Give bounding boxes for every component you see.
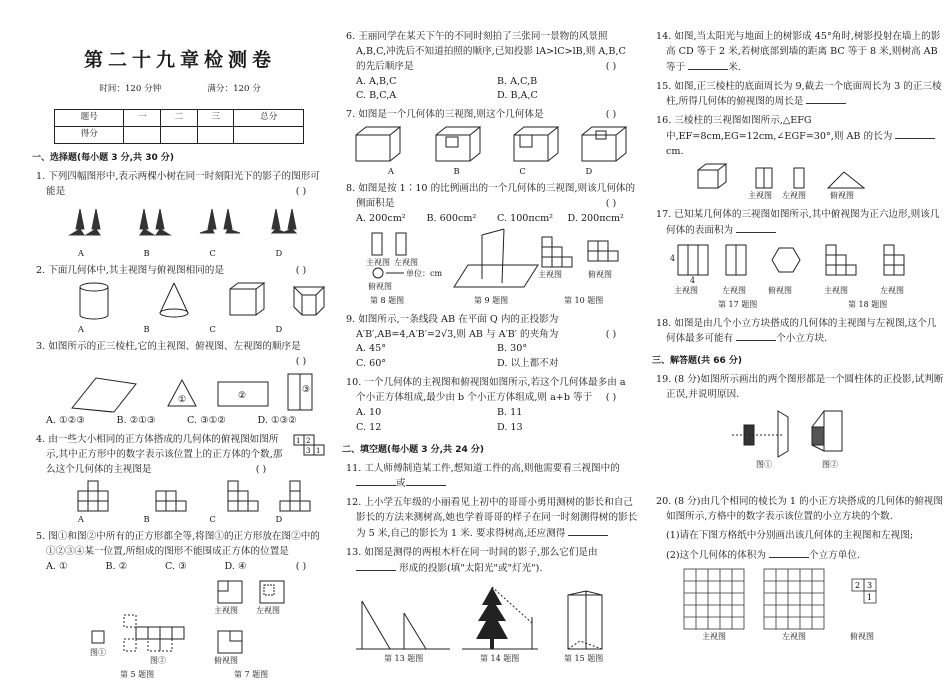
section-choice: 一、选择题(每小题 3 分,共 30 分) [32, 152, 174, 163]
q19-figure-wrap [652, 403, 944, 473]
q9-options-row1 [342, 342, 638, 357]
q3-option[interactable]: C. ③①② [187, 415, 226, 427]
answer-paren[interactable]: ( ) [605, 392, 617, 404]
question-15 [652, 80, 944, 111]
q19-fig2-label: 图② [822, 459, 838, 469]
q7-option[interactable]: C [519, 166, 526, 177]
q20-part2-tail: 个立方单位. [809, 549, 861, 561]
q4-option[interactable]: B [143, 514, 150, 525]
q7-caption: 第 7 题图 [234, 670, 269, 680]
question-11 [342, 462, 638, 493]
q19-text: 19. (8 分)如图所示画出的两个图形都是一个圆柱体的正投影,试判断正误,并说明原因. [656, 374, 944, 401]
question-13 [342, 546, 638, 577]
q14-text: 14. 如图,当太阳光与地面上的树影成 45°角时,树影投射在墙上的影高 CD 等于 2 米,若树底部到墙的距离 BC 等于 8 米,则树高 AB 等于 [656, 31, 941, 73]
q11-tail: 或 [396, 478, 406, 490]
q4-option[interactable]: C [209, 514, 216, 525]
q4-grid-num: 2 [306, 436, 311, 445]
q17-dim-w: 4 [690, 275, 696, 285]
question-9 [342, 313, 638, 343]
q16-tail: cm. [666, 146, 684, 158]
q5-option[interactable]: A. ① [46, 561, 68, 573]
q11-blank[interactable] [356, 476, 396, 486]
q17-dim-h: 4 [670, 253, 676, 263]
q4-option[interactable]: D [275, 514, 283, 525]
q4-grid [292, 433, 328, 459]
q1-figure [32, 199, 328, 247]
score-head-cell: 题号 [55, 109, 124, 126]
q3-mark: ① [178, 395, 187, 406]
q13-blank[interactable] [356, 561, 396, 571]
answer-paren[interactable]: ( ) [295, 265, 307, 277]
answer-paren[interactable]: ( ) [295, 185, 307, 197]
q8-left-view-label: 左视图 [394, 257, 418, 267]
q17-top-view-label: 俯视图 [768, 285, 792, 295]
q8-option[interactable]: C. 100πcm² [497, 212, 554, 224]
question-7 [342, 108, 638, 123]
question-16 [652, 114, 944, 160]
answer-paren[interactable]: ( ) [605, 60, 617, 72]
q13-tail: 形成的投影(填"太阳光"或"灯光"). [399, 562, 543, 574]
q7-main-view-label: 主视图 [214, 606, 238, 616]
question-3 [32, 340, 328, 368]
left-column [32, 0, 328, 680]
q4-grid-num: 1 [296, 436, 301, 445]
q6-options-row2 [342, 89, 638, 104]
q17-main-view-label: 主视图 [674, 285, 698, 295]
q7-option[interactable]: B [453, 166, 460, 177]
q5-fig2-label: 图② [150, 656, 166, 666]
q7-option[interactable]: A [387, 166, 394, 177]
q15-caption: 第 15 题图 [564, 653, 604, 663]
section-fill: 二、填空题(每小题 3 分,共 24 分) [342, 444, 484, 455]
q17-caption: 第 17 题图 [718, 299, 758, 309]
q2-figure [32, 279, 328, 323]
q4-grid-num: 3 [306, 446, 311, 455]
q12-text: 12. 上小学五年级的小丽看见上初中的哥哥小勇用测树的影长和自己影长的方法来测树高,她也学着哥哥的样子在同一时刻测得树的影长为 5 米,自己的影长为 1 米. 要求得树高,还应测得 [346, 497, 638, 539]
q18-text: 18. 如图是由几个小立方块搭成的几何体的主视图与左视图,这个几何体最多可能有 [656, 317, 937, 345]
q17-text: 17. 已知某几何体的三视图如图所示,其中俯视图为正六边形,则该几何体的表面积为 [656, 208, 940, 236]
q16-text: 16. 三棱柱的三视图如图所示,△EFG 中,EF=8cm,EG=12cm,∠EGF=30°,则 AB 的长为 [656, 115, 893, 143]
q20-grid-num: 2 [855, 581, 861, 591]
q16-main-view-label: 主视图 [748, 190, 772, 200]
q10-top-view-label: 俯视图 [588, 269, 612, 279]
q18-left-view-label: 左视图 [880, 285, 904, 295]
score-cell[interactable] [124, 126, 161, 143]
q3-option[interactable]: A. ①②③ [46, 415, 85, 427]
q7-top-view-label: 俯视图 [214, 656, 238, 666]
q20-part2 [652, 548, 944, 564]
q16-figure-wrap [652, 160, 944, 204]
q3-figure [32, 370, 328, 414]
q17-left-view-label: 左视图 [722, 285, 746, 295]
q1-option[interactable]: D [275, 248, 283, 259]
q20-main-view-label: 主视图 [702, 632, 726, 642]
q1-option[interactable]: C [209, 248, 216, 259]
exam-meta [32, 83, 328, 96]
q14-blank[interactable] [688, 60, 728, 70]
q20-part1: (1)请在下图方格纸中分别画出该几何体的主视图和左视图; [666, 529, 914, 541]
question-14 [652, 30, 944, 76]
q8-option[interactable]: B. 600cm² [426, 212, 477, 224]
q18-main-view-label: 主视图 [824, 285, 848, 295]
score-table-row [55, 126, 304, 143]
q2-option[interactable]: C [209, 324, 216, 335]
q20-grid-num: 1 [867, 593, 873, 603]
q2-option[interactable]: D [275, 324, 283, 335]
q19-figure [652, 403, 944, 473]
q5-caption: 第 5 题图 [120, 670, 155, 680]
question-1 [32, 170, 328, 200]
q17-q18-figures [652, 239, 944, 313]
q7-text: 7. 如图是一个几何体的三视图,则这个几何体是 [346, 109, 544, 121]
q8-caption: 第 8 题图 [370, 295, 405, 305]
exam-total: 满分：120 分 [207, 84, 261, 95]
q1-option[interactable]: B [143, 248, 150, 259]
q9-option[interactable]: A. 45° [356, 343, 387, 355]
q5-option[interactable]: D. ④ [224, 561, 247, 573]
q16-left-view-label: 左视图 [782, 190, 806, 200]
q5-options [32, 560, 284, 575]
question-19 [652, 373, 944, 403]
q10-option[interactable]: D. 13 [497, 421, 523, 433]
q5-fig1-label: 图① [90, 648, 106, 658]
question-8 [342, 182, 638, 212]
q3-option[interactable]: D. ①③② [257, 415, 297, 427]
q20-part2-text: (2)这个几何体的体积为 [666, 549, 766, 561]
score-table-header [55, 109, 304, 126]
answer-paren[interactable]: ( ) [605, 109, 617, 121]
q16-blank[interactable] [895, 129, 935, 139]
question-6 [342, 30, 638, 75]
question-17 [652, 208, 944, 239]
q8-option[interactable]: A. 200cm² [356, 212, 406, 224]
answer-paren[interactable]: ( ) [255, 463, 267, 475]
q4-figure [32, 477, 328, 513]
q14-caption: 第 14 题图 [480, 653, 520, 663]
q8-main-view-label: 主视图 [366, 257, 390, 267]
q10-option[interactable]: C. 12 [356, 421, 382, 433]
question-20 [652, 495, 944, 525]
answer-paren[interactable]: ( ) [605, 198, 617, 210]
q11-text: 11. 工人师傅制造某工件,想知道工件的高,则他需要看三视图中的 [346, 462, 620, 474]
q5-figure [32, 575, 328, 681]
question-2 [32, 264, 328, 279]
page-title: 第二十九章检测卷 [83, 49, 276, 71]
q13-q15-figures [342, 577, 638, 667]
q2-option[interactable]: A [77, 324, 84, 335]
q18-blank[interactable] [736, 331, 776, 341]
q3-option[interactable]: B. ②①③ [116, 415, 156, 427]
q6-option[interactable]: D. B,A,C [497, 90, 538, 102]
answer-paren[interactable]: ( ) [605, 328, 617, 340]
q7-options [342, 165, 638, 178]
right-column [652, 0, 944, 666]
q7-option[interactable]: D [585, 166, 593, 177]
score-head-cell: 总分 [234, 109, 304, 126]
middle-column [342, 0, 638, 666]
q4-option[interactable]: A [77, 514, 84, 525]
score-table [54, 109, 304, 144]
q9-option[interactable]: C. 60° [356, 358, 387, 370]
q2-text: 2. 下面几何体中,其主视图与俯视图相同的是 [36, 265, 224, 277]
q8-option[interactable]: D. 200πcm² [567, 212, 624, 224]
q20-grid-num: 3 [867, 581, 873, 591]
q6-option[interactable]: A. A,B,C [356, 75, 397, 87]
q10-option[interactable]: B. 11 [497, 406, 523, 418]
q10-option[interactable]: A. 10 [356, 406, 382, 418]
q3-options [32, 414, 328, 429]
q9-caption: 第 9 题图 [474, 295, 509, 305]
question-4 [32, 433, 328, 478]
q10-main-view-label: 主视图 [538, 269, 562, 279]
q7-figure [342, 123, 638, 165]
q20-top-view-label: 俯视图 [850, 632, 874, 642]
q17-blank[interactable] [736, 223, 776, 233]
q3-mark: ② [238, 391, 247, 402]
q17-figure [652, 239, 944, 313]
q12-blank[interactable] [568, 526, 608, 536]
q10-text: 10. 一个几何体的主视图和俯视图如图所示,若这个几何体最多由 a 个小正方体组成,最少由 b 个小正方体组成,则 a+b 等于 [346, 377, 626, 404]
answer-paren[interactable]: ( ) [295, 561, 307, 573]
q13-caption: 第 13 题图 [384, 653, 424, 663]
q10-options-row1 [342, 406, 638, 421]
q20-blank[interactable] [769, 548, 809, 558]
q1-text: 1. 下列四幅图形中,表示两棵小树在同一时刻阳光下的影子的图形可能是 [36, 170, 320, 197]
q20-left-view-label: 左视图 [782, 632, 806, 642]
q6-text: 6. 王丽同学在某天下午的不同时刻拍了三张同一景物的风景照 A,B,C,冲洗后不知道拍照的顺序,已知投影 lA>lC>lB,则 A,B,C 的先后顺序是 [346, 31, 626, 72]
q10-options-row2 [342, 421, 638, 436]
q4-grid-num: 1 [316, 446, 321, 455]
q18-tail: 个小立方块. [776, 333, 828, 345]
q9-text: 9. 如图所示,一条线段 AB 在平面 Q 内的正投影为 A′B′,AB=4,A′B′=2√3,则 AB 与 A′B′ 的夹角为 [346, 313, 559, 340]
score-cell[interactable] [161, 126, 198, 143]
q4-options [32, 513, 328, 526]
q9-option[interactable]: B. 30° [497, 343, 528, 355]
question-10 [342, 376, 638, 406]
score-cell[interactable] [234, 126, 304, 143]
q1-options [32, 247, 328, 260]
q14-tail: 米. [728, 61, 741, 73]
q3-text: 3. 如图所示的正三棱柱,它的主视图、俯视图、左视图的顺序是 [36, 341, 301, 353]
q15-blank[interactable] [806, 94, 846, 104]
q4-text: 4. 由一些大小相同的正方体搭成的几何体的俯视图如图所示,其中正方形中的数字表示该位置上的正方体的个数,那么这个几何体的主视图是 [36, 433, 283, 475]
question-18 [652, 317, 944, 348]
q6-options-row1 [342, 75, 638, 90]
q20-text: 20. (8 分)由几个相同的棱长为 1 的小正方块搭成的几何体的俯视图如图所示,方格中的数字表示该位置的小立方块的个数. [656, 495, 943, 522]
q8-options [342, 212, 638, 227]
q13-text: 13. 如图是测得的两根木杆在同一时间的影子,那么它们是由 [346, 546, 598, 558]
score-row-label: 得分 [55, 126, 124, 143]
q8-unit: 单位：cm [406, 268, 443, 278]
q6-option[interactable]: C. B,C,A [356, 90, 397, 102]
q10-caption: 第 10 题图 [564, 295, 604, 305]
q5-text: 5. 图①和图②中所有的正方形都全等,将图①的正方形放在图②中的①②③④某一位置,所组成的图形不能围成正方体的位置是 [36, 531, 320, 558]
q15-text: 15. 如图,正三棱柱的底面周长为 9,截去一个底面周长为 3 的正三棱柱,所得几何体的俯视图的周长是 [656, 80, 942, 108]
q5-q7-figures [32, 575, 328, 681]
q2-options [32, 323, 328, 336]
question-12 [342, 496, 638, 542]
q19-fig1-label: 图① [756, 459, 772, 469]
score-head-cell: 一 [124, 109, 161, 126]
q20-figures [652, 567, 944, 643]
answer-paren[interactable]: ( ) [295, 356, 307, 368]
score-head-cell: 二 [161, 109, 198, 126]
section-answer: 三、解答题(共 66 分) [652, 356, 743, 367]
q5-option[interactable]: C. ③ [165, 561, 187, 573]
q11-blank[interactable] [406, 476, 446, 486]
q18-caption: 第 18 题图 [848, 299, 888, 309]
exam-time: 时间：120 分钟 [99, 84, 162, 95]
q2-option[interactable]: B [143, 324, 150, 335]
q8-top-view-label: 俯视图 [368, 281, 392, 291]
q16-top-view-label: 俯视图 [830, 190, 854, 200]
q7-left-view-label: 左视图 [256, 606, 280, 616]
q5-option[interactable]: B. ② [105, 561, 128, 573]
score-head-cell: 三 [197, 109, 234, 126]
q8-q10-figures [342, 227, 638, 309]
q8-text: 8. 如图是按 1∶10 的比例画出的一个几何体的三视图,则该几何体的侧面积是 [346, 183, 636, 210]
q1-option[interactable]: A [77, 248, 84, 259]
q9-options-row2 [342, 357, 638, 372]
score-cell[interactable] [197, 126, 234, 143]
q9-option[interactable]: D. 以上都不对 [497, 358, 559, 370]
q3-mark: ③ [302, 385, 311, 396]
q6-option[interactable]: B. A,C,B [497, 75, 538, 87]
